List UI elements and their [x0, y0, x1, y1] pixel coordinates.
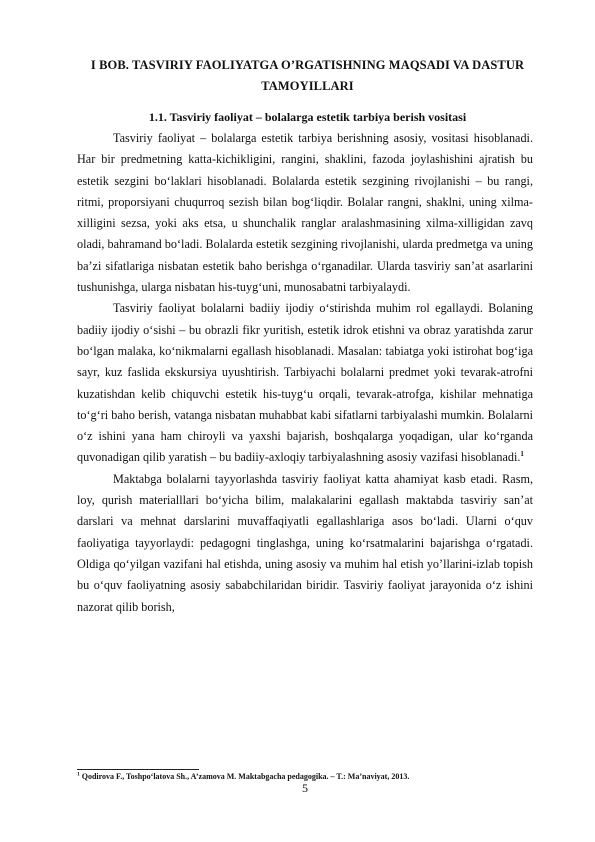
body-text [77, 128, 533, 618]
paragraph-2-text: Tasviriy faoliyat bolalarni badiiy ijodiy o‘stirishda muhim rol egallaydi. Bolaning badiiy ijodiy o‘sishi – bu obrazli fikr yuritish, estetik idrok etishni va obraz yaratishda zarur bo‘lgan malaka, ko‘nikmalarni egallash hisoblanadi. Masalan: tabiatga yoki istirohat bog‘iga sayr, kuz faslida ekskursiya uyushtirish. Tarbiyachi bolalarni predmet yoki tevarak-atrofni kuzatishdan kelib chiquvchi estetik his-tuyg‘u orqali, tevarak-atrofga, kishilar mehnatiga to‘g‘ri baho berish, vatanga nisbatan muhabbat kabi sifatlarni tarbiyalashi mumkin. Bolalarni o‘z ishini yana ham chiroyli va yaxshi bajarish, boshqalarga yoqadigan, ular ko‘rganda quvonadigan qilib yaratish – bu badiiy-axloqiy tarbiyalashning asosiy vazifasi hisoblanadi. [77, 301, 533, 465]
page-number: 5 [302, 781, 308, 795]
paragraph-1-text: Tasviriy faoliyat – bolalarga estetik tarbiya berishning asosiy, vositasi hisoblanadi. Har bir predmetning katta-kichikligini, rangini, shaklini, fazoda joylashishini ajratish bu estetik sezgini bo‘laklari hisoblanadi. Bolalarda estetik sezgining rivojlanishi – bu rangi, ritmi, proporsiyani chuqurroq sezish bilan bog‘liqdir. Bolalar rangni, shaklni, uning xilma-xilligini sezsa, yoki aks etsa, u shunchalik ranglar aralashmasining xilma-xilligidan zavq oladi, bahramand bo‘ladi. Bolalarda estetik sezgining rivojlanishi, ularda predmetga va uning ba’zi sifatlariga nisbatan estetik baho berishga o‘rganadilar. Ularda tasviriy san’at asarlarini tushunishga, ularga nisbatan his-tuyg‘uni, munosabatni tarbiyalaydi. [77, 131, 533, 295]
paragraph-2 [77, 298, 533, 468]
footnote-text: Qodirova F., Toshpo‘latova Sh., A’zamova M. Maktabgacha pedagogika. – T.: Ma’naviyat, 2013. [79, 772, 410, 781]
chapter-title: I BOB. TASVIRIY FAOLIYATGA O’RGATISHNING MAQSADI VA DASTUR TAMOYILLARI [90, 58, 525, 93]
paragraph-1 [77, 128, 533, 298]
footnote-separator [77, 769, 199, 770]
paragraph-3-text: Maktabga bolalarni tayyorlashda tasviriy faoliyat katta ahamiyat kasb etadi. Rasm, loy, qurish materialllari bo‘yicha bilim, malakalarini egallash maktabda tasviriy san’at darslari va mehnat darslarini muvaffaqiyatli egallashlariga asos bo‘ladi. Ularni o‘quv faoliyatiga tayyorlaydi: pedagogni tinglashga, uning ko‘rsatmalarini bajarishga o‘rgatadi. Oldiga qo‘yilgan vazifani hal etishda, uning asosiy va muhim hal etish yo’llarini-izlab topish bu o‘quv faoliyatning asosiy sababchilaridan biridir. Tasviriy faoliyat jarayonida o‘z ishini nazorat qilib borish, [77, 471, 533, 614]
footnote-marker: 1 [77, 771, 80, 778]
section-title: 1.1. Tasviriy faoliyat – bolalarga estetik tarbiya berish vositasi [148, 110, 467, 124]
footnote-reference[interactable]: 1 [520, 450, 524, 459]
paragraph-3 [77, 469, 533, 618]
